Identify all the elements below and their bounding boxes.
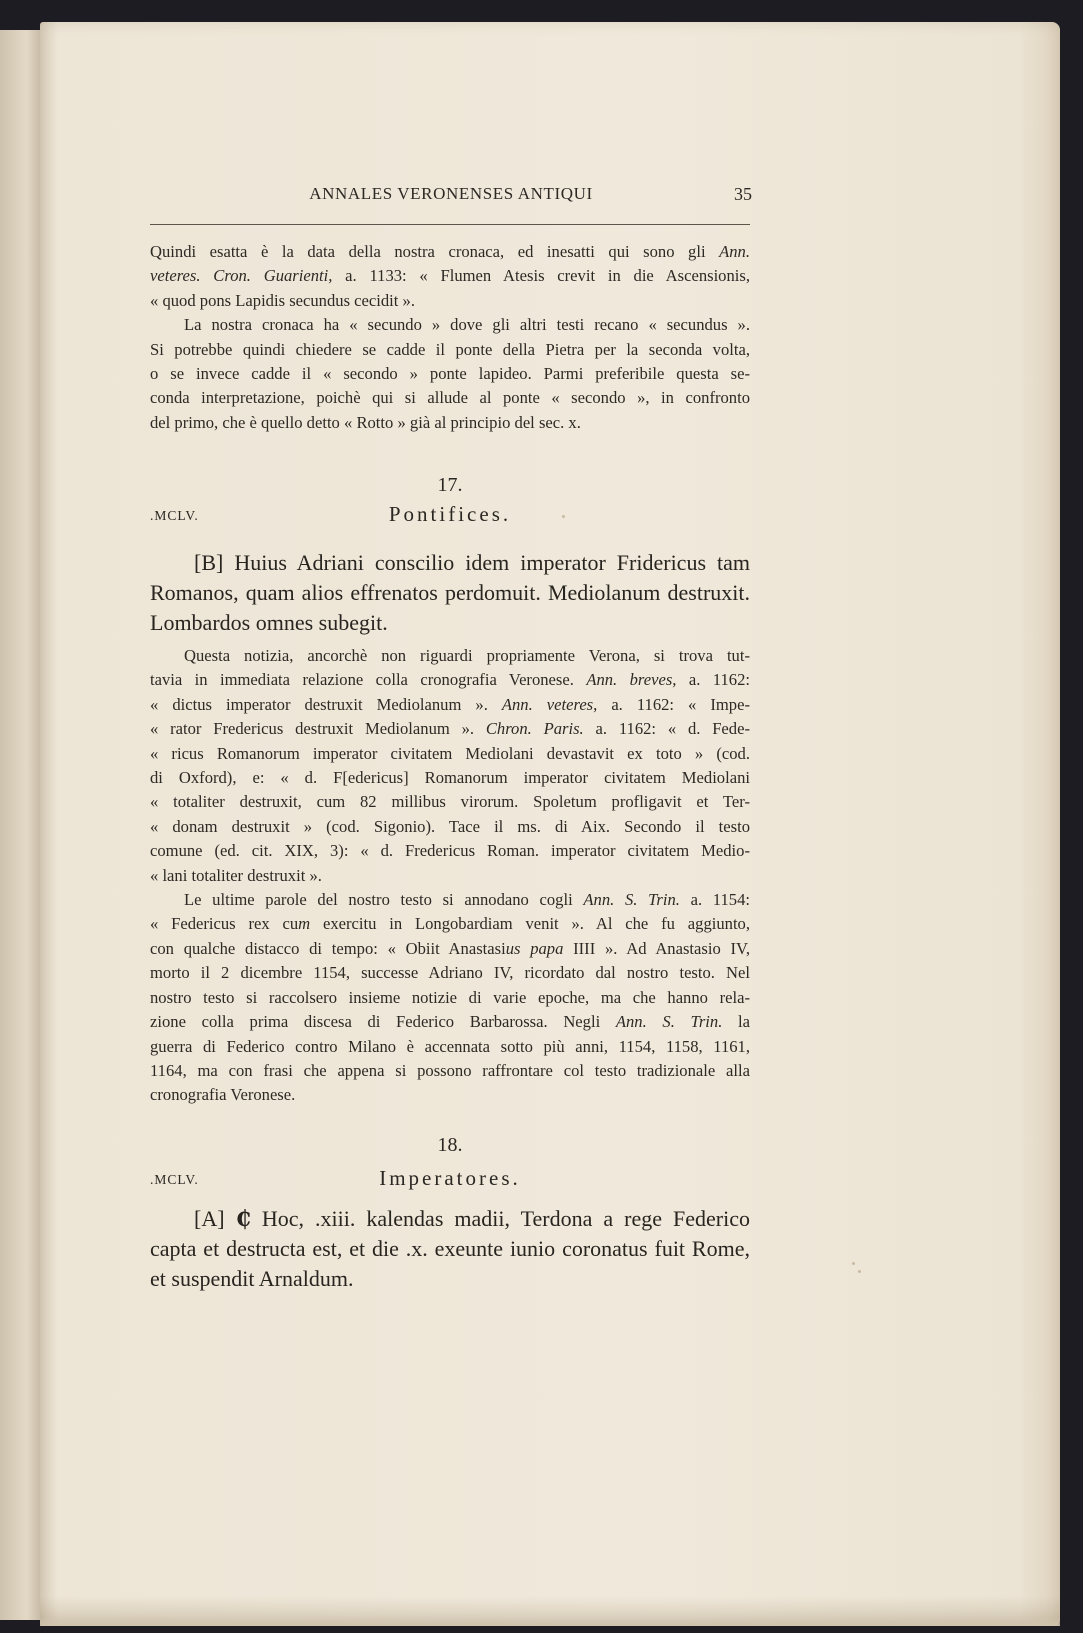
paper-speck	[562, 515, 565, 518]
running-title: ANNALES VERONENSES ANTIQUI	[309, 184, 593, 203]
section-17-text	[150, 548, 750, 638]
text-line: [A] ₵ Hoc, .xiii. kalendas madii, Terdona a rege Federico	[194, 1206, 750, 1232]
note-line: conda interpretazione, poichè qui si allude al ponte « secondo », in confronto	[150, 388, 750, 408]
paper-speck	[852, 1262, 855, 1265]
header-rule	[150, 224, 750, 225]
paragraph-sign-icon: ₵	[235, 1206, 251, 1232]
note-line: « quod pons Lapidis secundus cecidit ».	[150, 290, 415, 310]
section-17-heading	[150, 502, 750, 532]
note-line: 1164, ma con frasi che appena si possono raffrontare col testo tradizionale alla	[150, 1060, 750, 1080]
text-line: Romanos, quam alios effrenatos perdomuit. Mediolanum destruxit.	[150, 580, 750, 605]
note-line: di Oxford), e: « d. F[edericus] Romanorum imperator civitatem Mediolani	[150, 768, 750, 788]
section-18-year: .MCLV.	[150, 1172, 199, 1187]
text-line: et suspendit Arnaldum.	[150, 1266, 354, 1291]
note-line: Le ultime parole del nostro testo si annodano cogli Ann. S. Trin. a. 1154:	[184, 890, 750, 910]
note-line: guerra di Federico contro Milano è accennata sotto più anni, 1154, 1158, 1161,	[150, 1036, 750, 1056]
page-header	[150, 182, 750, 216]
note-line: Si potrebbe quindi chiedere se cadde il ponte della Pietra per la seconda volta,	[150, 339, 750, 359]
section-18-heading	[150, 1166, 750, 1196]
note-line: tavia in immediata relazione colla cronografia Veronese. Ann. breves, a. 1162:	[150, 670, 750, 690]
section-18-text	[150, 1204, 750, 1294]
section-17-note	[150, 644, 750, 1108]
note-line: « ricus Romanorum imperator civitatem Mediolani devastavit ex toto » (cod.	[150, 743, 750, 763]
note-line: morto il 2 dicembre 1154, successe Adriano IV, ricordato dal nostro testo. Nel	[150, 963, 750, 983]
note-line: comune (ed. cit. XIX, 3): « d. Fredericus Roman. imperator civitatem Medio-	[150, 841, 750, 861]
section-17-number: 17.	[437, 474, 463, 496]
note-line: Quindi esatta è la data della nostra cronaca, ed inesatti qui sono gli Ann.	[150, 242, 750, 261]
note-line: zione colla prima discesa di Federico Barbarossa. Negli Ann. S. Trin. la	[150, 1012, 751, 1032]
note-line: La nostra cronaca ha « secundo » dove gli altri testi recano « secundus ».	[184, 315, 750, 335]
section-18-title: Imperatores.	[379, 1166, 521, 1190]
note-line: cronografia Veronese.	[150, 1085, 296, 1105]
text-line: capta et destructa est, et die .x. exeunte iunio coronatus fuit Rome,	[150, 1236, 750, 1261]
intro-note	[150, 240, 750, 435]
page-number: 35	[734, 184, 752, 204]
note-line: « Federicus rex cum exercitu in Longobardiam venit ». Al che fu aggiunto,	[150, 914, 750, 934]
note-line: Questa notizia, ancorchè non riguardi propriamente Verona, si trova tut-	[184, 646, 750, 665]
page-bottom-edge	[40, 1596, 1060, 1626]
note-line: « rator Fredericus destruxit Mediolanum ». Chron. Paris. a. 1162: « d. Fede-	[150, 719, 750, 739]
note-line: del primo, che è quello detto « Rotto » già al principio del sec. x.	[150, 412, 581, 432]
note-line: nostro testo si raccolsero insieme notizie di varie epoche, ma che hanno rela-	[150, 987, 750, 1007]
note-line: con qualche distacco di tempo: « Obiit Anastasius papa IIII ». Ad Anastasio IV,	[150, 938, 751, 958]
note-line: o se invece cadde il « secondo » ponte lapideo. Parmi preferibile questa se-	[150, 364, 750, 384]
note-line: veteres. Cron. Guarienti, a. 1133: « Flumen Atesis crevit in die Ascensionis,	[150, 266, 750, 286]
text-line: Lombardos omnes subegit.	[150, 610, 388, 635]
note-line: « totaliter destruxit, cum 82 millibus virorum. Spoletum profligavit et Ter-	[150, 792, 750, 812]
section-18-number: 18.	[437, 1134, 463, 1156]
text-line: [B] Huius Adriani conscilio idem imperator Fridericus tam	[194, 550, 750, 575]
note-line: « lani totaliter destruxit ».	[150, 865, 322, 885]
paper-speck	[858, 1270, 861, 1273]
section-17-year: .MCLV.	[150, 508, 199, 523]
section-17-title: Pontifices.	[388, 502, 512, 526]
note-line: « dictus imperator destruxit Mediolanum ». Ann. veteres, a. 1162: « Impe-	[150, 694, 750, 714]
note-line: « donam destruxit » (cod. Sigonio). Tace il ms. di Aix. Secondo il testo	[150, 816, 750, 836]
